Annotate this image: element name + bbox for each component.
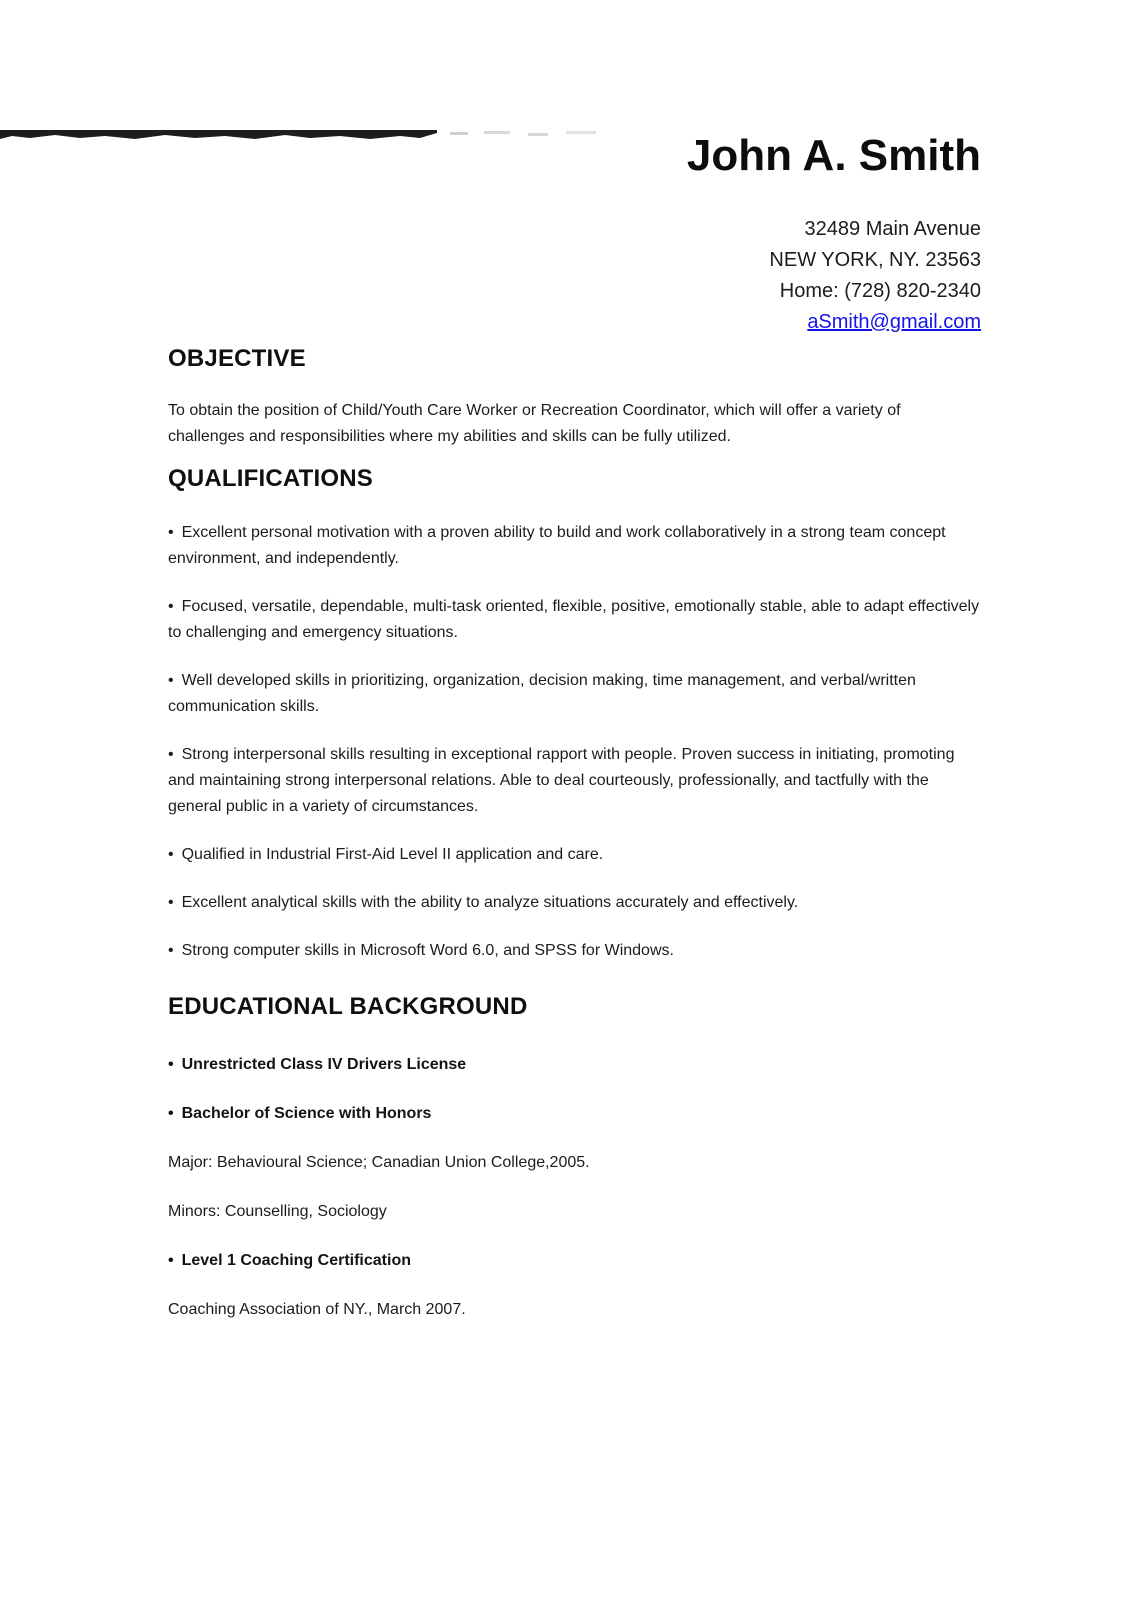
objective-section-title: OBJECTIVE: [168, 345, 306, 372]
education-item: [168, 1199, 981, 1225]
person-name: John A. Smith: [686, 131, 981, 180]
education-item: [168, 1101, 981, 1127]
email-row: [168, 307, 981, 338]
bullet-marker-icon: •: [168, 894, 174, 911]
bullet-marker-icon: •: [168, 942, 174, 959]
education-item-text: Minors: Counselling, Sociology: [168, 1203, 387, 1220]
qualification-text: Strong computer skills in Microsoft Word 6.0, and SPSS for Windows.: [181, 942, 674, 959]
education-item-text: Coaching Association of NY., March 2007.: [168, 1301, 466, 1318]
education-section-title: EDUCATIONAL BACKGROUND: [168, 993, 528, 1020]
qualifications-list: [168, 520, 981, 964]
bullet-marker-icon: •: [168, 746, 174, 763]
resume-header: [168, 130, 981, 338]
education-item: [168, 1248, 981, 1274]
bullet-marker-icon: •: [168, 1252, 174, 1269]
qualification-text: Excellent personal motivation with a proven ability to build and work collaboratively in a strong team concept environment, and independently.: [168, 524, 946, 567]
education-item-text: Unrestricted Class IV Drivers License: [181, 1056, 467, 1073]
qualification-text: Excellent analytical skills with the ability to analyze situations accurately and effectively.: [181, 894, 799, 911]
qualification-bullet-item: [168, 668, 981, 720]
section-objective: [168, 344, 981, 450]
qualification-text: Strong interpersonal skills resulting in exceptional rapport with people. Proven success in initiating, promoting and maintaining strong interpersonal relations. Able to deal courteously, professionally, and tactfully with the general public in a variety of circumstances.: [168, 746, 955, 815]
bullet-marker-icon: •: [168, 846, 174, 863]
qualification-text: Qualified in Industrial First-Aid Level II application and care.: [181, 846, 604, 863]
resume-document: [0, 130, 1148, 1406]
bullet-marker-icon: •: [168, 672, 174, 689]
qualification-text: Well developed skills in prioritizing, organization, decision making, time management, and verbal/written communication skills.: [168, 672, 916, 715]
address-street: 32489 Main Avenue: [804, 218, 981, 240]
education-item-text: Level 1 Coaching Certification: [181, 1252, 411, 1269]
qualification-bullet-item: [168, 842, 981, 868]
bullet-marker-icon: •: [168, 598, 174, 615]
qualification-bullet-item: [168, 890, 981, 916]
scan-artifact-strip: [0, 130, 630, 140]
bullet-marker-icon: •: [168, 524, 174, 541]
qualifications-section-title: QUALIFICATIONS: [168, 465, 374, 492]
qualification-bullet-item: [168, 938, 981, 964]
bullet-marker-icon: •: [168, 1105, 174, 1122]
contact-block: [168, 214, 981, 338]
section-education: [168, 992, 981, 1323]
education-item: [168, 1150, 981, 1176]
education-item-text: Bachelor of Science with Honors: [181, 1105, 432, 1122]
education-item-text: Major: Behavioural Science; Canadian Union College,2005.: [168, 1154, 590, 1171]
education-item: [168, 1052, 981, 1078]
home-phone: Home: (728) 820-2340: [779, 280, 981, 302]
address-city: NEW YORK, NY. 23563: [769, 249, 981, 271]
qualification-bullet-item: [168, 520, 981, 572]
qualification-text: Focused, versatile, dependable, multi-task oriented, flexible, positive, emotionally stable, able to adapt effectively to challenging and emergency situations.: [168, 598, 980, 641]
scan-artifact-shape: [0, 130, 630, 140]
education-list: [168, 1052, 981, 1323]
education-item: [168, 1297, 981, 1323]
email-link[interactable]: aSmith@gmail.com: [807, 311, 981, 333]
bullet-marker-icon: •: [168, 1056, 174, 1073]
section-qualifications: [168, 464, 981, 964]
qualification-bullet-item: [168, 594, 981, 646]
qualification-bullet-item: [168, 742, 981, 820]
objective-text: To obtain the position of Child/Youth Care Worker or Recreation Coordinator, which will offer a variety of challenges and responsibilities where my abilities and skills can be fully utilized.: [168, 402, 901, 445]
